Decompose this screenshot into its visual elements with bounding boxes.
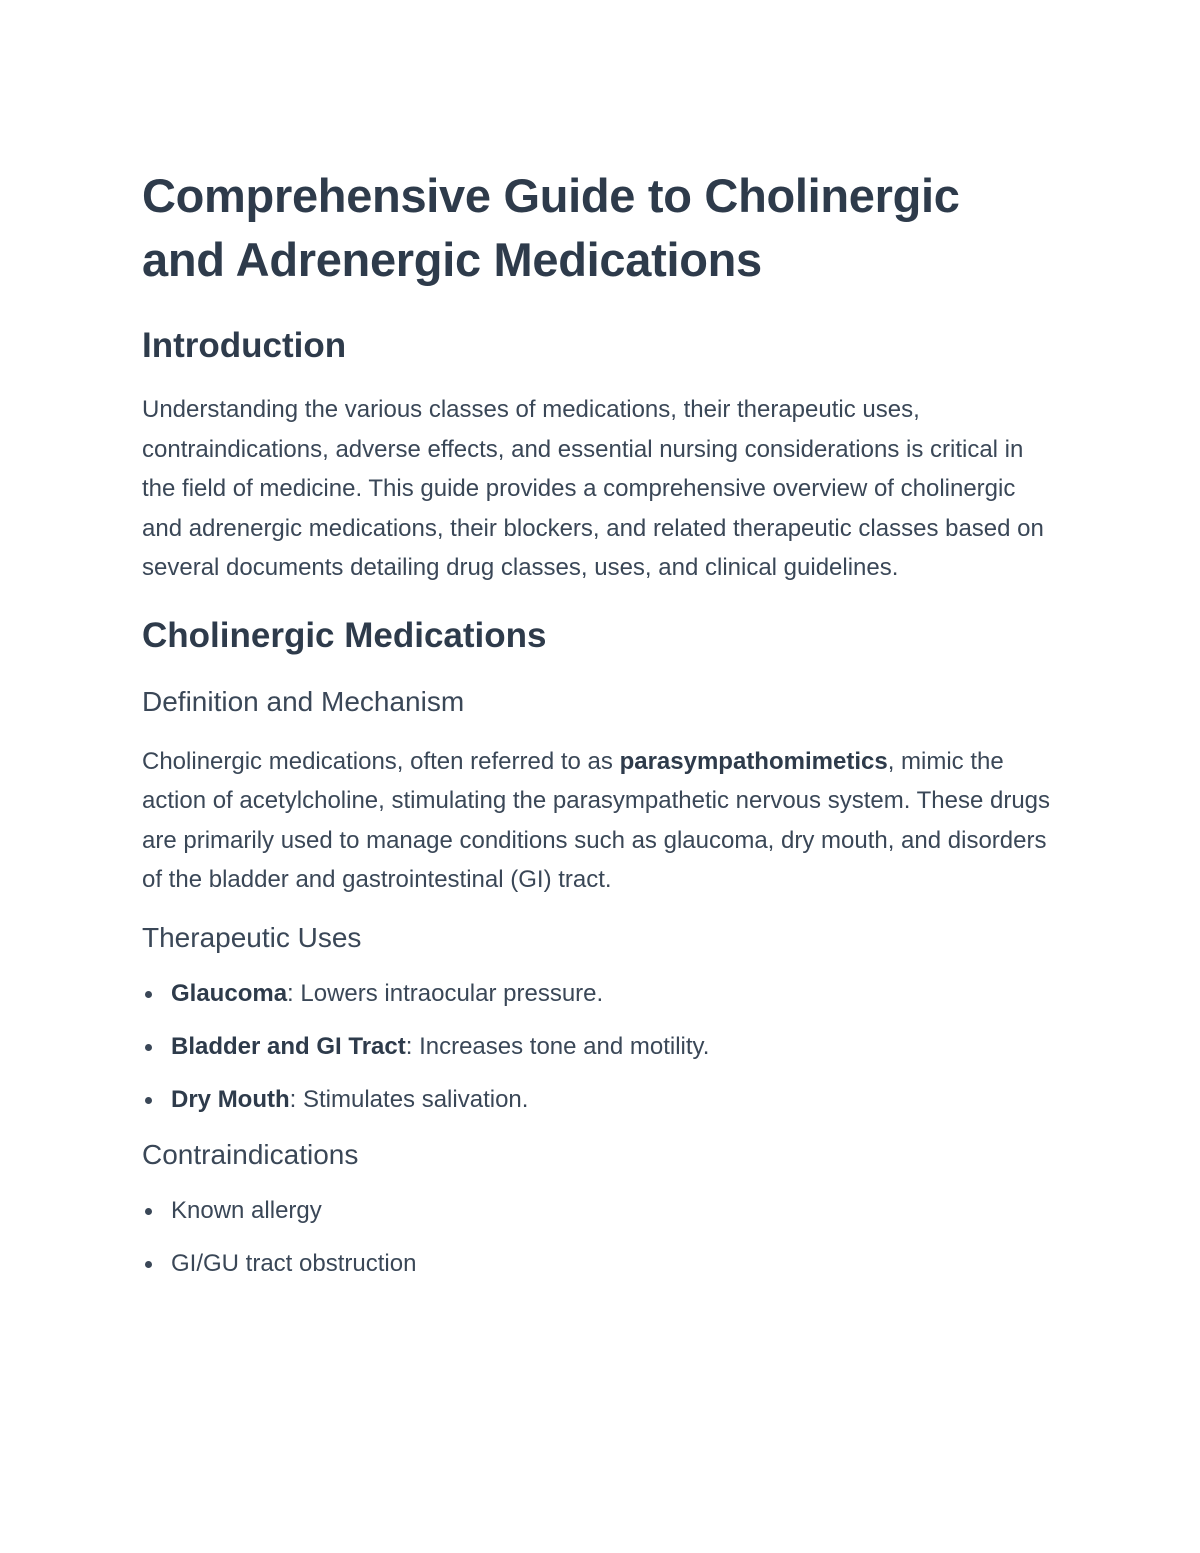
- definition-heading: Definition and Mechanism: [142, 685, 465, 717]
- list-item: [142, 1248, 1062, 1280]
- definition-text-after: , mimic the action of acetylcholine, stimulating the parasympathetic nervous system. These drugs are primarily used to manage conditions such as glaucoma, dry mouth, and disorders of the bladder and gastrointestinal (GI) tract.: [142, 747, 1051, 893]
- list-item-term: Dry Mouth: [171, 1085, 290, 1113]
- introduction-heading: Introduction: [142, 326, 347, 365]
- list-item: [142, 1031, 1062, 1063]
- bullet-icon: [145, 991, 152, 998]
- list-item-term: Bladder and GI Tract: [171, 1032, 406, 1060]
- definition-paragraph: [142, 742, 1062, 900]
- bullet-icon: [145, 1097, 152, 1104]
- therapeutic-uses-heading: Therapeutic Uses: [142, 921, 362, 953]
- list-item: [142, 978, 1062, 1010]
- therapeutic-uses-list: [142, 978, 1062, 1116]
- list-item-desc: : Lowers intraocular pressure.: [287, 979, 604, 1007]
- list-item-desc: : Stimulates salivation.: [289, 1085, 529, 1113]
- bullet-icon: [145, 1261, 152, 1268]
- list-item-text: GI/GU tract obstruction: [171, 1249, 417, 1277]
- bullet-icon: [145, 1044, 152, 1051]
- introduction-paragraph: Understanding the various classes of medications, their therapeutic uses, contraindications, adverse effects, and essential nursing considerations is critical in the field of medicine. This guide provides a comprehensive overview of cholinergic and adrenergic medications, their blockers, and related therapeutic classes based on several documents detailing drug classes, uses, and clinical guidelines.: [142, 396, 1044, 581]
- title-line-1: Comprehensive Guide to Cholinergic: [142, 169, 960, 222]
- bullet-icon: [145, 1208, 152, 1215]
- cholinergic-heading: Cholinergic Medications: [142, 615, 547, 655]
- contraindications-list: [142, 1195, 1062, 1280]
- definition-text-before: Cholinergic medications, often referred to as: [142, 747, 620, 775]
- title-line-2: and Adrenergic Medications: [142, 233, 762, 286]
- list-item-text: Known allergy: [171, 1196, 322, 1224]
- list-item: [142, 1195, 1062, 1227]
- list-item: [142, 1084, 1062, 1116]
- contraindications-heading: Contraindications: [142, 1138, 359, 1170]
- definition-bold-term: parasympathomimetics: [619, 747, 888, 775]
- list-item-term: Glaucoma: [171, 979, 288, 1007]
- document-page: [142, 160, 1062, 1301]
- document-title: [142, 164, 1062, 292]
- list-item-desc: : Increases tone and motility.: [405, 1032, 710, 1060]
